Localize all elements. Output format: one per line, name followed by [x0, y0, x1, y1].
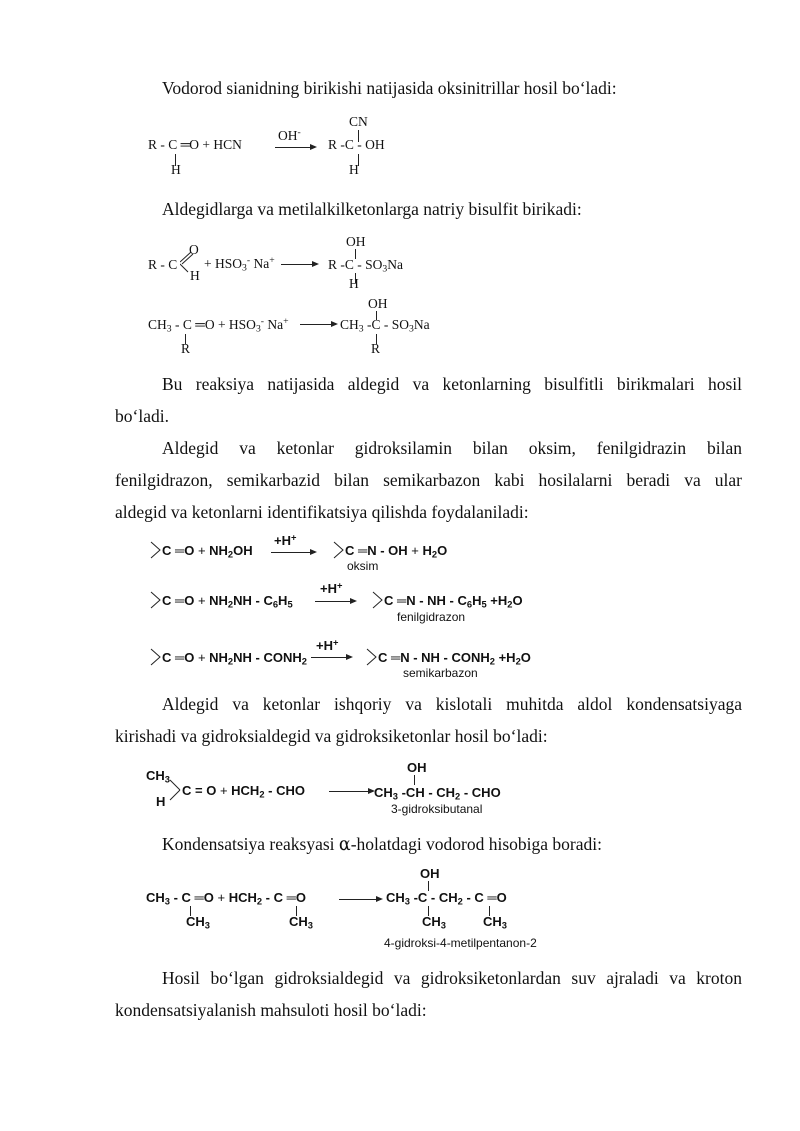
paragraph-line: Bu reaksiya natijasida aldegid va ketonlarning bisulfitli birikmalari hosil: [162, 374, 742, 394]
paragraph-derivatives: [115, 432, 742, 528]
equation-oxime: C ═O + $NH_2OH$ +H+ C ═N - OH + $H_2O$ oksim: [150, 537, 470, 573]
paragraph-line: kondensatsiyalanish mahsuloti hosil boʻladi:: [115, 1000, 427, 1020]
carbonyl-carbon-bonds-icon: [150, 648, 162, 666]
carbonyl-carbon-bonds-icon: [372, 591, 384, 609]
carbonyl-carbon-bonds-icon: [333, 541, 345, 559]
paragraph-bisulfite: Aldegidlarga va metilalkilketonlarga natriy bisulfit birikadi:: [162, 199, 582, 219]
equation-semicarbazone: C ═O + $NH_2NH$ - $CONH_2$ +H+ C ═N - NH - $CONH_2 +H_2O$ semikarbazon: [150, 640, 550, 680]
paragraph-aldol: [115, 688, 742, 752]
carbonyl-carbon-bonds-icon: [168, 778, 182, 804]
paragraph-bisulfite-products: [115, 368, 742, 432]
paragraph-line: kirishadi va gidroksialdegid va gidroksiketonlar hosil boʻladi:: [115, 726, 548, 746]
paragraph-text: -holatdagi vodorod hisobiga boradi:: [350, 834, 603, 854]
product-label: 3-gidroksibutanal: [391, 802, 483, 816]
equation-aldol-aldehyde: $CH_3$ H $C = O + HCH_2$ - CHO OH $CH_3$ $-CH - CH_2$ - CHO 3-gidroksibutanal: [146, 760, 501, 816]
paragraph-line: aldegid va ketonlarni identifikatsiya qilishda foydalaniladi:: [115, 502, 529, 522]
paragraph-line: Aldegid va ketonlar ishqoriy va kislotali muhitda aldol kondensatsiyaga: [162, 694, 742, 714]
alpha-symbol: α: [338, 835, 351, 855]
paragraph-line: Aldegid va ketonlar gidroksilamin bilan oksim, fenilgidrazin bilan: [162, 438, 742, 458]
carbonyl-carbon-bonds-icon: [366, 648, 378, 666]
product-label: semikarbazon: [403, 666, 478, 680]
equation-aldol-ketone: $CH_3$ - C ═O + $HCH_2$ - C ═O $CH_3$ $CH_3$ OH $CH_3$ $-C - CH_2$ - C ═O $CH_3$ $CH_3$ 4-gidroksi-4-metilpentanon-2: [146, 866, 537, 950]
product-label: 4-gidroksi-4-metilpentanon-2: [384, 936, 537, 950]
equation-aldehyde-bisulfite: R - C O H + $HSO_3^-$ Na+ OH R $-C - SO_3Na$ H: [148, 234, 403, 291]
product-label: fenilgidrazon: [397, 610, 466, 624]
paragraph-line: Hosil boʻlgan gidroksialdegid va gidroksiketonlardan suv ajraladi va kroton: [162, 968, 742, 988]
equation-ketone-bisulfite: $CH_3$ - C ═O + $HSO_3^-$ Na+ R OH $CH_3$ $-C - SO_3Na$ R: [148, 296, 430, 356]
paragraph-line: boʻladi.: [115, 406, 169, 426]
paragraph-text: Kondensatsiya reaksyasi: [162, 834, 339, 854]
equation-hcn-addition: R - C ═O + HCN H OH- CN R -C - OH H: [148, 114, 385, 177]
carbonyl-carbon-bonds-icon: [150, 541, 162, 559]
paragraph-croton: [115, 962, 742, 1026]
carbonyl-carbon-bonds-icon: [150, 591, 162, 609]
paragraph-line: fenilgidrazon, semikarbazid bilan semikarbazon kabi hosilalarni beradi va ular: [115, 470, 742, 490]
equation-phenylhydrazone: C ═O + $NH_2NH - C_6H_5$ +H+ C ═N - NH - $C_6H_5 +H_2O$ fenilgidrazon: [150, 585, 550, 625]
paragraph-hcn-addition: Vodorod sianidning birikishi natijasida oksinitrillar hosil boʻladi:: [162, 78, 617, 98]
paragraph-alpha-hydrogen: [115, 828, 742, 861]
product-label: oksim: [347, 559, 379, 573]
